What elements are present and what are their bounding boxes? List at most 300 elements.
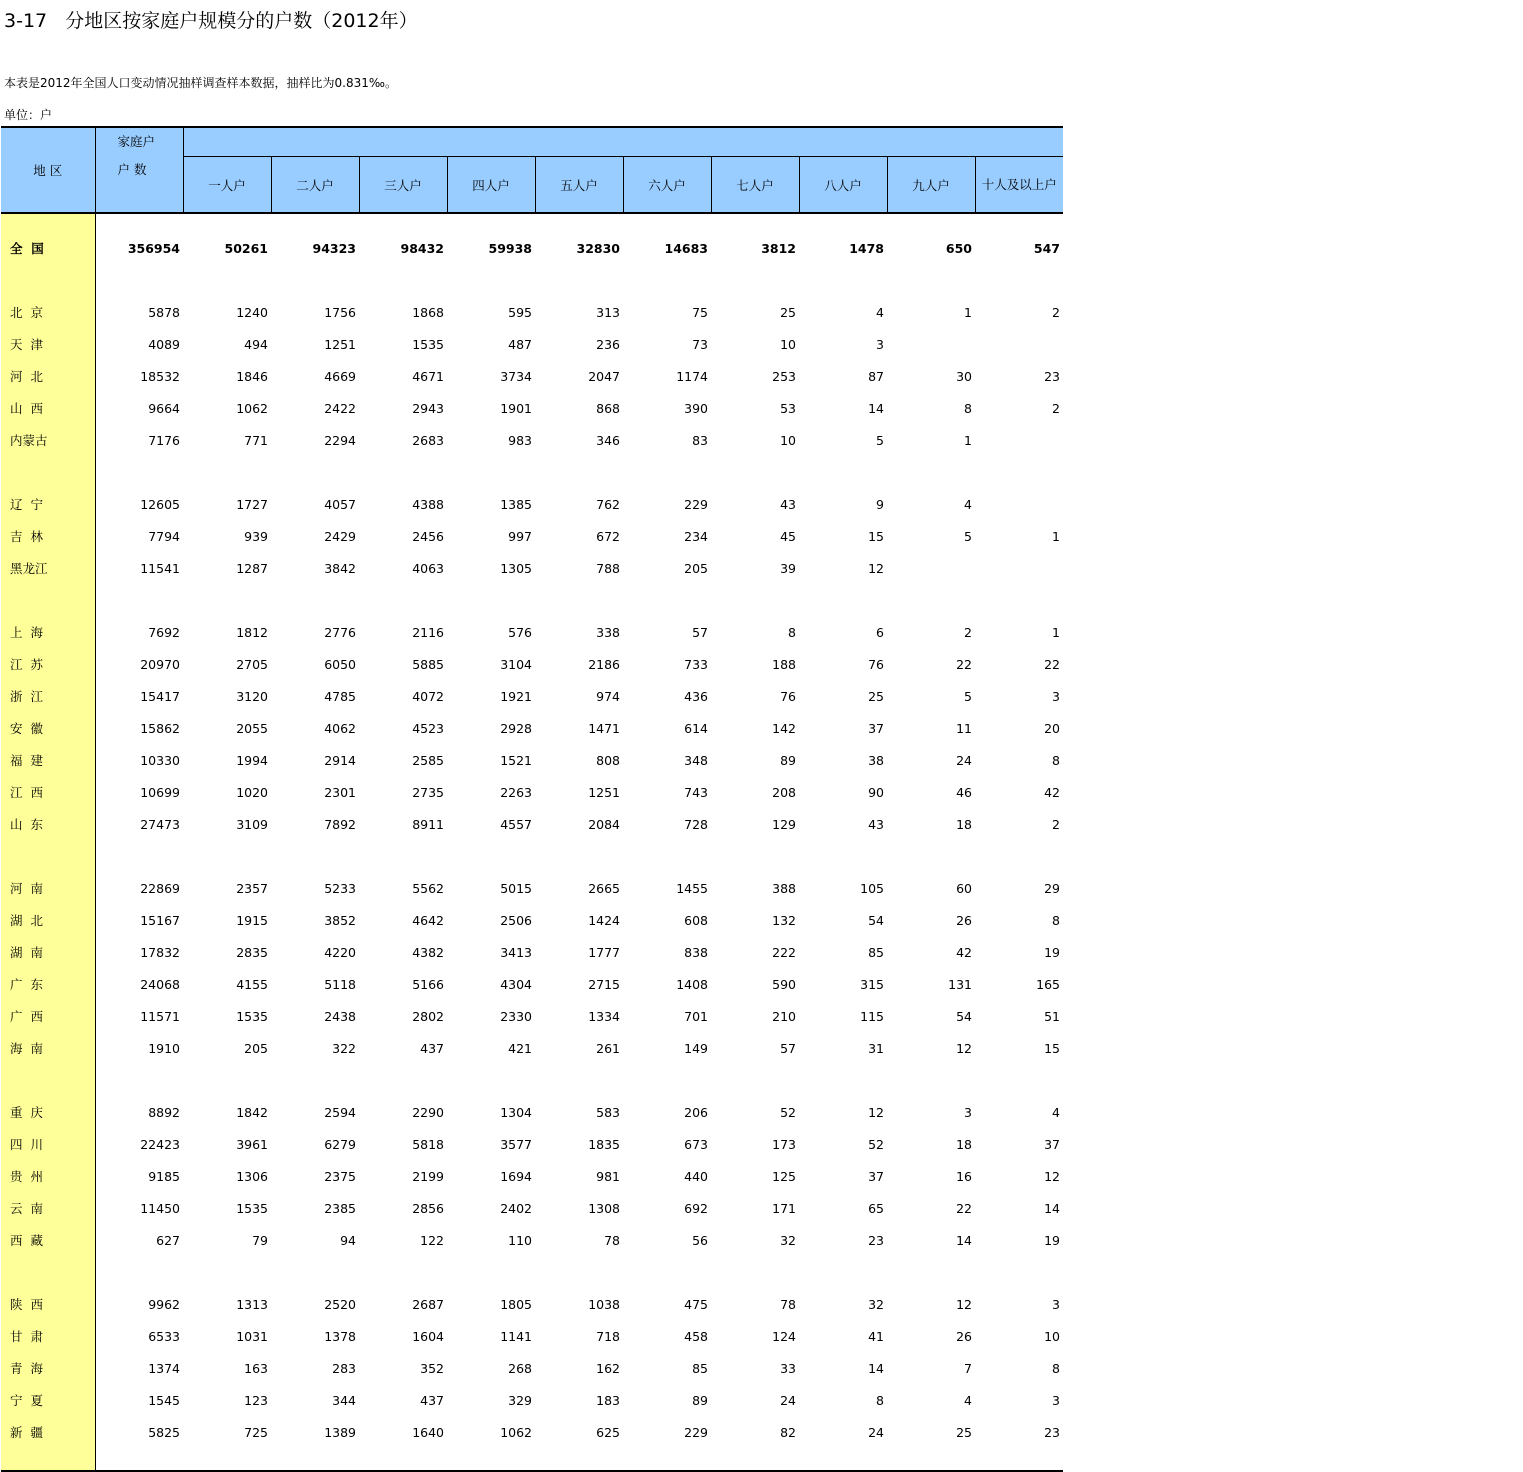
value-cell: 123	[244, 1392, 268, 1408]
value-cell: 3577	[500, 1136, 532, 1152]
value-cell: 771	[244, 432, 268, 448]
value-cell: 1535	[236, 1008, 268, 1024]
value-cell: 997	[508, 528, 532, 544]
value-cell: 614	[684, 720, 708, 736]
value-cell: 4557	[500, 816, 532, 832]
value-cell: 25	[956, 1424, 972, 1440]
value-cell: 2084	[588, 816, 620, 832]
value-cell: 1304	[500, 1104, 532, 1120]
value-cell: 75	[692, 304, 708, 320]
value-cell: 6050	[324, 656, 356, 672]
region-cell	[1, 264, 95, 296]
empty-cell	[271, 213, 359, 232]
value-cell: 1604	[412, 1328, 444, 1344]
empty-cell	[887, 264, 975, 296]
value-cell: 1835	[588, 1136, 620, 1152]
empty-cell	[95, 1064, 183, 1096]
spacer-row	[1, 1064, 1063, 1096]
total-value: 7692	[148, 624, 180, 640]
value-cell: 1334	[588, 1008, 620, 1024]
empty-cell	[975, 840, 1063, 872]
value-cell: 8	[1052, 1360, 1060, 1376]
value-cell: 692	[684, 1200, 708, 1216]
empty-cell	[95, 264, 183, 296]
value-cell: 1727	[236, 496, 268, 512]
value-cell: 2186	[588, 656, 620, 672]
value-cell: 90	[868, 784, 884, 800]
value-cell: 43	[868, 816, 884, 832]
value-cell: 87	[868, 368, 884, 384]
value-cell: 30	[956, 368, 972, 384]
value-cell: 42	[956, 944, 972, 960]
value-cell: 1251	[324, 336, 356, 352]
value-cell: 1251	[588, 784, 620, 800]
empty-cell	[95, 213, 183, 232]
value-cell: 78	[780, 1296, 796, 1312]
table-row	[1, 1096, 1063, 1128]
total-value: 24068	[140, 976, 180, 992]
value-cell: 4304	[500, 976, 532, 992]
table-row	[1, 1288, 1063, 1320]
empty-cell	[183, 264, 271, 296]
value-cell: 24	[868, 1424, 884, 1440]
value-cell: 89	[780, 752, 796, 768]
value-cell: 1812	[236, 624, 268, 640]
value-cell: 78	[604, 1232, 620, 1248]
total-value: 10699	[140, 784, 180, 800]
total-value: 356954	[127, 240, 180, 256]
total-value: 11450	[140, 1200, 180, 1216]
value-cell: 3	[1052, 1392, 1060, 1408]
total-value: 12605	[140, 496, 180, 512]
value-cell: 19	[1044, 1232, 1060, 1248]
empty-cell	[271, 840, 359, 872]
empty-cell	[271, 456, 359, 488]
value-cell: 1305	[500, 560, 532, 576]
region-name: 河 北	[1, 360, 95, 392]
value-cell: 437	[420, 1392, 444, 1408]
value-cell: 94	[340, 1232, 356, 1248]
value-cell: 76	[780, 688, 796, 704]
value-cell: 98432	[400, 240, 444, 256]
value-cell: 5233	[324, 880, 356, 896]
region-cell	[1, 1064, 95, 1096]
value-cell: 1521	[500, 752, 532, 768]
value-cell: 2856	[412, 1200, 444, 1216]
empty-cell	[183, 456, 271, 488]
value-cell: 124	[772, 1328, 796, 1344]
total-value: 22423	[140, 1136, 180, 1152]
value-cell: 1	[1052, 624, 1060, 640]
value-cell: 5	[964, 688, 972, 704]
value-cell: 5818	[412, 1136, 444, 1152]
value-cell: 37	[1044, 1136, 1060, 1152]
spacer-row	[1, 1256, 1063, 1288]
empty-cell	[359, 456, 447, 488]
column-header: 八人户	[799, 157, 887, 214]
value-cell: 54	[868, 912, 884, 928]
value-cell: 2438	[324, 1008, 356, 1024]
region-name: 云 南	[1, 1192, 95, 1224]
region-cell	[1, 584, 95, 616]
total-value: 4089	[148, 336, 180, 352]
empty-cell	[887, 840, 975, 872]
value-cell: 440	[684, 1168, 708, 1184]
value-cell: 390	[684, 400, 708, 416]
value-cell: 26	[956, 912, 972, 928]
value-cell: 437	[420, 1040, 444, 1056]
value-cell: 388	[772, 880, 796, 896]
value-cell: 3413	[500, 944, 532, 960]
value-cell: 14	[868, 1360, 884, 1376]
value-cell: 868	[596, 400, 620, 416]
total-header-line2: 户 数	[117, 162, 147, 177]
table-row	[1, 424, 1063, 456]
value-cell: 22	[1044, 656, 1060, 672]
value-cell: 171	[772, 1200, 796, 1216]
value-cell: 1313	[236, 1296, 268, 1312]
region-name: 安 徽	[1, 712, 95, 744]
total-value: 8892	[148, 1104, 180, 1120]
value-cell	[975, 328, 1063, 360]
value-cell: 14	[956, 1232, 972, 1248]
value-cell: 94323	[312, 240, 356, 256]
value-cell: 32	[780, 1232, 796, 1248]
empty-cell	[535, 1448, 623, 1471]
value-cell: 2456	[412, 528, 444, 544]
empty-cell	[183, 840, 271, 872]
total-value: 18532	[140, 368, 180, 384]
empty-cell	[447, 456, 535, 488]
total-value: 15167	[140, 912, 180, 928]
value-cell: 1031	[236, 1328, 268, 1344]
table-row	[1, 1000, 1063, 1032]
region-name: 海 南	[1, 1032, 95, 1064]
region-name: 四 川	[1, 1128, 95, 1160]
value-cell: 29	[1044, 880, 1060, 896]
table-row	[1, 232, 1063, 264]
value-cell: 268	[508, 1360, 532, 1376]
empty-cell	[887, 1256, 975, 1288]
value-cell: 2330	[500, 1008, 532, 1024]
value-cell: 487	[508, 336, 532, 352]
value-cell: 672	[596, 528, 620, 544]
empty-cell	[535, 264, 623, 296]
value-cell: 2715	[588, 976, 620, 992]
value-cell: 1141	[500, 1328, 532, 1344]
empty-cell	[975, 1448, 1063, 1471]
table-note: 本表是2012年全国人口变动情况抽样调查样本数据，抽样比为0.831‰。	[4, 76, 397, 90]
region-name: 广 东	[1, 968, 95, 1000]
empty-cell	[887, 1448, 975, 1471]
empty-cell	[975, 456, 1063, 488]
empty-cell	[359, 1064, 447, 1096]
empty-cell	[183, 584, 271, 616]
table-row	[1, 1384, 1063, 1416]
table-row	[1, 680, 1063, 712]
empty-cell	[95, 1448, 183, 1471]
value-cell: 475	[684, 1296, 708, 1312]
value-cell: 12	[956, 1040, 972, 1056]
value-cell: 733	[684, 656, 708, 672]
value-cell: 3961	[236, 1136, 268, 1152]
value-cell: 2735	[412, 784, 444, 800]
value-cell: 183	[596, 1392, 620, 1408]
column-header: 七人户	[711, 157, 799, 214]
region-cell	[1, 1256, 95, 1288]
value-cell: 162	[596, 1360, 620, 1376]
total-value: 5825	[148, 1424, 180, 1440]
total-households-header	[95, 127, 183, 213]
total-value: 9185	[148, 1168, 180, 1184]
value-cell: 981	[596, 1168, 620, 1184]
value-cell: 12	[1044, 1168, 1060, 1184]
table-row	[1, 808, 1063, 840]
empty-cell	[183, 1256, 271, 1288]
empty-cell	[271, 264, 359, 296]
value-cell: 57	[692, 624, 708, 640]
total-header-line1: 家庭户	[117, 134, 156, 149]
total-value: 17832	[140, 944, 180, 960]
empty-cell	[623, 456, 711, 488]
total-value: 9962	[148, 1296, 180, 1312]
empty-cell	[623, 1064, 711, 1096]
value-cell: 9	[876, 496, 884, 512]
value-cell: 1408	[676, 976, 708, 992]
empty-cell	[95, 1256, 183, 1288]
value-cell: 595	[508, 304, 532, 320]
value-cell: 15	[1044, 1040, 1060, 1056]
empty-cell	[447, 840, 535, 872]
value-cell	[887, 328, 975, 360]
value-cell: 173	[772, 1136, 796, 1152]
value-cell: 14	[1044, 1200, 1060, 1216]
region-name: 黑龙江	[1, 552, 95, 584]
value-cell: 14683	[664, 240, 708, 256]
value-cell	[975, 552, 1063, 584]
region-name: 新 疆	[1, 1416, 95, 1448]
empty-cell	[271, 584, 359, 616]
total-value: 22869	[140, 880, 180, 896]
region-name: 天 津	[1, 328, 95, 360]
total-value: 9664	[148, 400, 180, 416]
value-cell: 2687	[412, 1296, 444, 1312]
empty-cell	[359, 1256, 447, 1288]
value-cell: 4671	[412, 368, 444, 384]
value-cell: 728	[684, 816, 708, 832]
value-cell: 41	[868, 1328, 884, 1344]
value-cell: 4642	[412, 912, 444, 928]
table-row	[1, 904, 1063, 936]
value-cell: 89	[692, 1392, 708, 1408]
region-name: 山 西	[1, 392, 95, 424]
value-cell: 19	[1044, 944, 1060, 960]
region-name: 西 藏	[1, 1224, 95, 1256]
value-cell: 1306	[236, 1168, 268, 1184]
value-cell: 7892	[324, 816, 356, 832]
value-cell: 4062	[324, 720, 356, 736]
table-row	[1, 968, 1063, 1000]
region-name: 福 建	[1, 744, 95, 776]
value-cell: 348	[684, 752, 708, 768]
households-table	[1, 126, 1063, 1472]
empty-cell	[887, 213, 975, 232]
value-cell	[975, 488, 1063, 520]
value-cell: 1	[964, 304, 972, 320]
column-header: 一人户	[183, 157, 271, 214]
value-cell: 650	[945, 240, 972, 256]
value-cell: 2385	[324, 1200, 356, 1216]
value-cell: 1994	[236, 752, 268, 768]
value-cell: 149	[684, 1040, 708, 1056]
value-cell: 718	[596, 1328, 620, 1344]
region-name: 江 苏	[1, 648, 95, 680]
empty-cell	[887, 456, 975, 488]
value-cell: 129	[772, 816, 796, 832]
total-value: 6533	[148, 1328, 180, 1344]
value-cell: 1062	[236, 400, 268, 416]
value-cell: 2520	[324, 1296, 356, 1312]
value-cell: 974	[596, 688, 620, 704]
value-cell: 1455	[676, 880, 708, 896]
value-cell: 188	[772, 656, 796, 672]
column-header: 二人户	[271, 157, 359, 214]
value-cell: 1389	[324, 1424, 356, 1440]
empty-cell	[799, 840, 887, 872]
value-cell: 1868	[412, 304, 444, 320]
value-cell: 8	[788, 624, 796, 640]
empty-cell	[799, 1256, 887, 1288]
empty-cell	[799, 584, 887, 616]
value-cell: 1842	[236, 1104, 268, 1120]
value-cell: 3	[876, 336, 884, 352]
table-row	[1, 1320, 1063, 1352]
value-cell: 1240	[236, 304, 268, 320]
value-cell: 26	[956, 1328, 972, 1344]
table-row	[1, 1032, 1063, 1064]
value-cell: 115	[860, 1008, 884, 1024]
empty-cell	[447, 264, 535, 296]
value-cell: 23	[1044, 368, 1060, 384]
value-cell: 85	[692, 1360, 708, 1376]
value-cell: 18	[956, 1136, 972, 1152]
empty-cell	[359, 264, 447, 296]
value-cell: 1921	[500, 688, 532, 704]
value-cell: 12	[956, 1296, 972, 1312]
value-cell: 4155	[236, 976, 268, 992]
table-row	[1, 648, 1063, 680]
value-cell: 23	[1044, 1424, 1060, 1440]
region-cell	[1, 213, 95, 232]
value-cell: 16	[956, 1168, 972, 1184]
value-cell: 122	[420, 1232, 444, 1248]
value-cell: 12	[868, 560, 884, 576]
value-cell: 8	[1052, 912, 1060, 928]
value-cell: 5166	[412, 976, 444, 992]
value-cell: 2375	[324, 1168, 356, 1184]
value-cell: 2	[1052, 816, 1060, 832]
value-cell: 625	[596, 1424, 620, 1440]
column-header: 六人户	[623, 157, 711, 214]
value-cell: 1535	[412, 336, 444, 352]
value-cell: 8911	[412, 816, 444, 832]
value-cell: 2055	[236, 720, 268, 736]
value-cell: 206	[684, 1104, 708, 1120]
value-cell: 65	[868, 1200, 884, 1216]
value-cell: 2	[1052, 304, 1060, 320]
value-cell: 4388	[412, 496, 444, 512]
total-value: 15417	[140, 688, 180, 704]
empty-cell	[271, 1256, 359, 1288]
value-cell: 2422	[324, 400, 356, 416]
empty-cell	[711, 456, 799, 488]
table-row	[1, 552, 1063, 584]
region-name: 湖 南	[1, 936, 95, 968]
value-cell: 1038	[588, 1296, 620, 1312]
empty-cell	[711, 840, 799, 872]
empty-cell	[623, 1448, 711, 1471]
value-cell: 6	[876, 624, 884, 640]
spacer-row	[1, 840, 1063, 872]
value-cell: 22	[956, 656, 972, 672]
empty-cell	[799, 456, 887, 488]
value-cell: 4523	[412, 720, 444, 736]
table-row	[1, 1192, 1063, 1224]
value-cell: 2301	[324, 784, 356, 800]
table-row	[1, 1352, 1063, 1384]
value-cell: 338	[596, 624, 620, 640]
value-cell: 315	[860, 976, 884, 992]
value-cell: 4	[964, 496, 972, 512]
empty-cell	[975, 1256, 1063, 1288]
value-cell: 25	[780, 304, 796, 320]
column-header: 三人户	[359, 157, 447, 214]
value-cell: 547	[1033, 240, 1060, 256]
value-cell: 10	[780, 432, 796, 448]
region-name: 重 庆	[1, 1096, 95, 1128]
value-cell: 4382	[412, 944, 444, 960]
empty-cell	[183, 1064, 271, 1096]
value-cell: 24	[780, 1392, 796, 1408]
table-row	[1, 872, 1063, 904]
empty-cell	[711, 1064, 799, 1096]
header-band	[183, 127, 1063, 157]
value-cell: 6279	[324, 1136, 356, 1152]
empty-cell	[799, 1448, 887, 1471]
value-cell: 421	[508, 1040, 532, 1056]
empty-cell	[535, 840, 623, 872]
region-name: 青 海	[1, 1352, 95, 1384]
region-name: 上 海	[1, 616, 95, 648]
empty-cell	[359, 1448, 447, 1471]
region-name: 浙 江	[1, 680, 95, 712]
total-value: 1545	[148, 1392, 180, 1408]
total-value: 7794	[148, 528, 180, 544]
empty-cell	[799, 1064, 887, 1096]
value-cell: 494	[244, 336, 268, 352]
value-cell: 4	[876, 304, 884, 320]
value-cell: 18	[956, 816, 972, 832]
region-name: 北 京	[1, 296, 95, 328]
value-cell: 743	[684, 784, 708, 800]
value-cell: 4669	[324, 368, 356, 384]
region-name: 辽 宁	[1, 488, 95, 520]
region-name: 甘 肃	[1, 1320, 95, 1352]
value-cell: 3812	[761, 240, 796, 256]
value-cell: 1378	[324, 1328, 356, 1344]
value-cell: 85	[868, 944, 884, 960]
empty-cell	[447, 1256, 535, 1288]
